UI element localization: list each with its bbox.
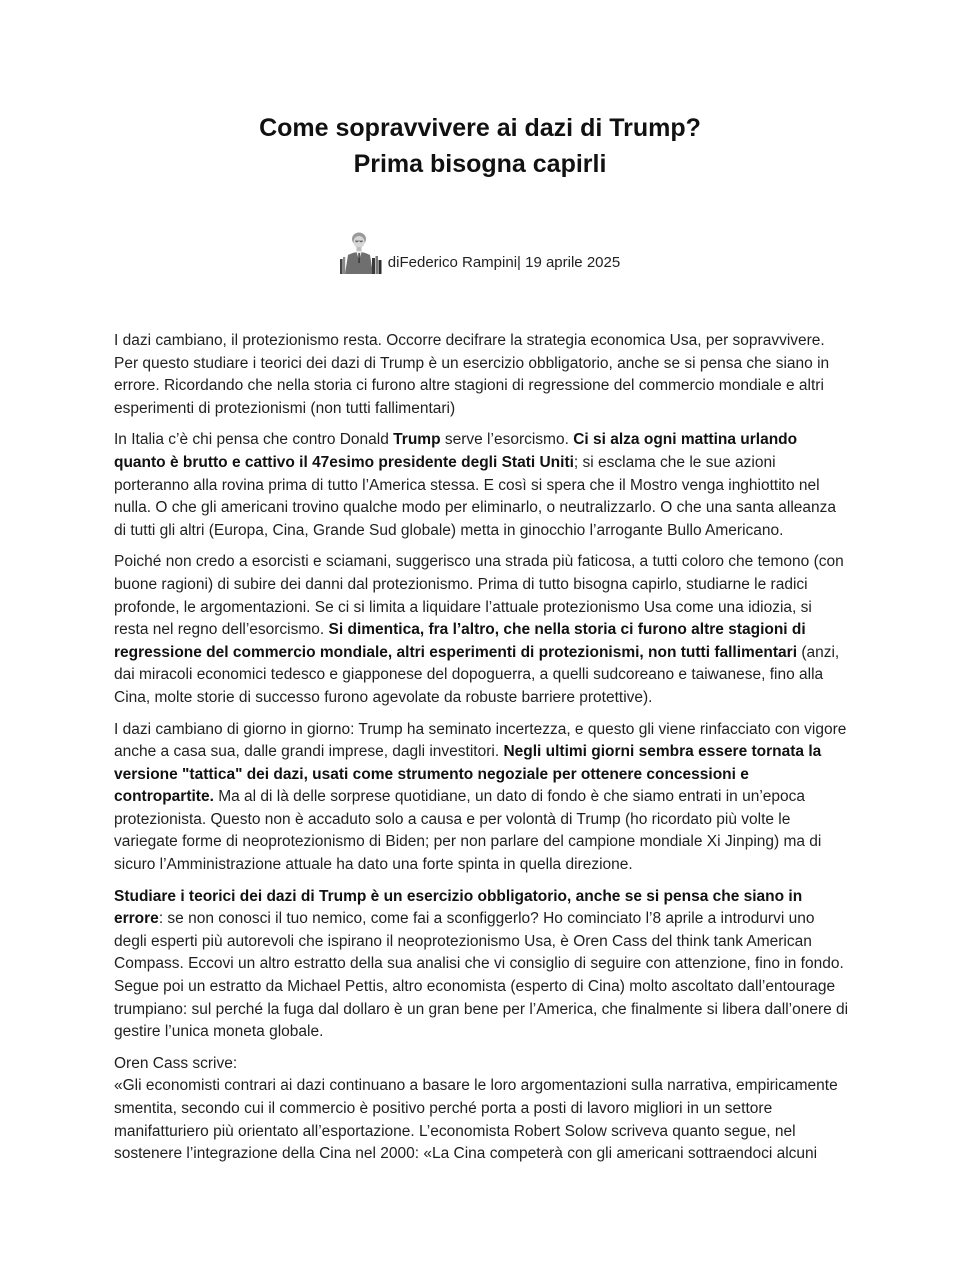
byline-text <box>388 254 620 274</box>
article-body <box>114 330 850 1175</box>
article-title <box>0 110 960 182</box>
paragraph-1: I dazi cambiano, il protezionismo resta. Occorre decifrare la strategia economica Usa, per sopravvivere. Per questo studiare i teorici dei dazi di Trump è un esercizio obbligatorio, anche se si pensa che siano in errore. Ricordando che nella storia ci furono altre stagioni di regressione del commercio mondiale e altri esperimenti di protezionismi (non tutti fallimentari) <box>114 332 830 417</box>
paragraph-4 <box>114 719 850 877</box>
paragraph-2-bold-d: Ci si alza ogni mattina urlando quanto è brutto e cattivo il 47esimo presidente degli Stati Uniti <box>114 431 798 471</box>
publish-date: 19 aprile 2025 <box>525 254 621 271</box>
article-title-line-2: Prima bisogna capirli <box>353 150 607 178</box>
paragraph-3-text-c: (anzi, dai miracoli economici tedesco e giapponese del dopoguerra, a quelli sudcoreano e taiwanese, fino alla Cina, molte storie di successo furono agevolate da robuste barriere protettive). <box>114 643 840 706</box>
paragraph-5-bold-a: Studiare i teorici dei dazi di Trump è un esercizio obbligatorio, anche se si pensa che siano in errore <box>114 887 803 928</box>
byline-prefix: di <box>387 254 400 271</box>
paragraph-2 <box>114 429 850 542</box>
byline-separator: | <box>517 254 521 271</box>
author-name[interactable]: Federico Rampini <box>399 254 518 271</box>
paragraph-5 <box>114 886 850 1044</box>
paragraph-2-bold-b: Trump <box>393 431 441 449</box>
quote-intro: Oren Cass scrive: <box>114 1054 238 1072</box>
paragraph-2-text-a: In Italia c’è chi pensa che contro Donald <box>114 431 394 449</box>
paragraph-3-text-a: Poiché non credo a esorcisti e sciamani, suggerisco una strada più faticosa, a tutti coloro che temono (con buone ragioni) di subire dei danni dal protezionismo. Prima di tutto bisogna capirlo, studiarne le radici profonde, le argomentazioni. Se ci si limita a liquidare l’attuale protezionismo Usa come una idiozia, si resta nel regno dell’esorcismo. <box>114 553 844 639</box>
paragraph-4-bold-b: Negli ultimi giorni sembra essere tornata la versione "tattica" dei dazi, usati come strumento negoziale per ottenere concessioni e contropartite. <box>114 743 822 806</box>
article-title-line-1: Come sopravvivere ai dazi di Trump? <box>259 114 701 142</box>
byline <box>0 230 960 274</box>
author-avatar-icon <box>340 230 382 274</box>
paragraph-4-text-c: Ma al di là delle sorprese quotidiane, un dato di fondo è che siamo entrati in un’epoca protezionista. Questo non è accaduto solo a causa e per volontà di Trump (ho ricordato più volte le variegate forme di neoprotezionismo di Biden; per non parlare del campione mondiale Xi Jinping) ma di sicuro l’Amministrazione attuale ha dato una forte spinta in quella direzione. <box>114 788 822 874</box>
paragraph-4-text-a: I dazi cambiano di giorno in giorno: Trump ha seminato incertezza, e questo gli viene rinfacciato con vigore anche a casa sua, dalle grandi imprese, dagli investitori. <box>114 720 847 761</box>
paragraph-3 <box>114 551 850 709</box>
quote-paragraph: «Gli economisti contrari ai dazi continuano a basare le loro argomentazioni sulla narrativa, empiricamente smentita, secondo cui il commercio è positivo perché porta a posti di lavoro migliori in un settore manifatturiero più orientato all’esportazione. L’economista Robert Solow scriveva quanto segue, nel sostenere l’integrazione della Cina nel 2000: «La Cina competerà con gli americani sottraendoci alcuni <box>114 1077 838 1163</box>
paragraph-3-bold-b: Si dimentica, fra l’altro, che nella storia ci furono altre stagioni di regressione del commercio mondiale, altri esperimenti di protezionismi, non tutti fallimentari <box>114 621 806 661</box>
paragraph-2-text-e: ; si esclama che le sue azioni porteranno alla rovina prima di tutto l’America stessa. E così si spera che il Mostro venga inghiottito nel nulla. O che gli americani trovino qualche modo per eliminarlo, o neutralizzarlo. O che una santa alleanza di tutti gli altri (Europa, Cina, Grande Sud globale) metta in ginocchio l’arrogante Bullo Americano. <box>114 453 837 539</box>
paragraph-2-text-c: serve l’esorcismo. <box>440 431 574 449</box>
paragraph-5-text-b: : se non conosci il tuo nemico, come fai a sconfiggerlo? Ho cominciato l’8 aprile a introdurvi uno degli esperti più autorevoli che ispirano il neoprotezionismo Usa, è Oren Cass del think tank American Compass. Eccovi un altro estratto della sua analisi che vi consiglio di seguire con attenzione, fino in fondo. Segue poi un estratto da Michael Pettis, altro economista (esperto di Cina) molto ascoltato dall’entourage trumpiano: sul perché la fuga dal dollaro è un gran bene per l’America, che finalmente si libera dall’onere di gestire l’unica moneta globale. <box>114 910 849 1041</box>
